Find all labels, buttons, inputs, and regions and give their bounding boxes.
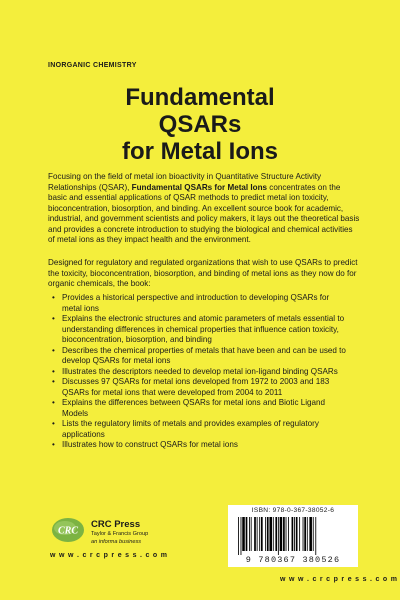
bullet-icon: • bbox=[52, 440, 55, 449]
barcode-bar bbox=[280, 517, 283, 551]
list-item bbox=[48, 367, 348, 378]
list-item bbox=[48, 398, 348, 419]
bullet-icon: • bbox=[52, 345, 55, 355]
list-item-text: Discusses 97 QSARs for metal ions developed from 1972 to 2003 and 183 QSARs for metal ions that were developed from 2004 to 2011 bbox=[62, 377, 330, 397]
list-item-text: Illustrates how to construct QSARs for metal ions bbox=[62, 440, 238, 449]
crc-logo-icon bbox=[51, 517, 85, 543]
intro-text-before: Focusing on the field of metal ion bioactivity in Quantitative Structure Activity Relationships (QSAR), bbox=[48, 172, 322, 192]
isbn-label: ISBN: 978-0-367-38052-6 bbox=[251, 507, 335, 514]
barcode-bar bbox=[246, 517, 248, 551]
bullet-icon: • bbox=[52, 419, 55, 428]
barcode-bar bbox=[242, 517, 245, 551]
barcode-bar bbox=[257, 517, 258, 551]
book-title bbox=[0, 84, 400, 165]
list-item-text: Explains the differences between QSARs for metal ions and Biotic Ligand Models bbox=[62, 398, 326, 418]
barcode-bar bbox=[283, 517, 285, 551]
barcode-bar bbox=[267, 517, 269, 551]
feature-list bbox=[48, 293, 348, 451]
title-line-2: QSARs bbox=[158, 111, 242, 138]
bullet-icon: • bbox=[52, 293, 55, 302]
barcode-bar bbox=[275, 517, 277, 551]
barcode-bar bbox=[296, 517, 298, 551]
barcode-bar bbox=[286, 517, 287, 551]
list-item-text: Explains the electronic structures and atomic parameters of metals essential to understanding differences in chemical properties that influence cation toxicity, bioconcentration, biosorption, and binding bbox=[62, 314, 345, 344]
barcode-bar bbox=[269, 517, 272, 551]
publisher-url: w w w . c r c p r e s s . c o m bbox=[50, 552, 168, 559]
barcode-bar bbox=[238, 517, 239, 555]
intro-paragraph bbox=[48, 172, 360, 246]
barcode-bar bbox=[288, 517, 289, 551]
list-item-text: Illustrates the descriptors needed to develop metal ion-ligand binding QSARs bbox=[62, 366, 338, 376]
barcode-digits: 9 780367 380526 bbox=[245, 555, 341, 565]
barcode-bar bbox=[315, 517, 316, 555]
barcode-bar bbox=[278, 517, 279, 555]
barcode-bar bbox=[261, 517, 263, 551]
list-item bbox=[48, 419, 348, 440]
barcode-bar bbox=[294, 517, 295, 551]
list-item bbox=[48, 293, 348, 314]
barcode-bar bbox=[273, 517, 274, 551]
barcode-bar bbox=[292, 517, 294, 551]
barcode-bar bbox=[307, 517, 308, 551]
title-line-3: for Metal Ions bbox=[121, 138, 278, 165]
barcode-bar bbox=[254, 517, 256, 551]
list-item bbox=[48, 377, 348, 398]
bullet-icon: • bbox=[52, 366, 55, 376]
list-item bbox=[48, 440, 348, 451]
barcode-bar bbox=[251, 517, 252, 551]
category-label: INORGANIC CHEMISTRY bbox=[48, 62, 137, 69]
barcode-bar bbox=[299, 517, 300, 551]
list-item bbox=[48, 346, 348, 367]
designed-paragraph: Designed for regulatory and regulated organizations that wish to use QSARs to predict the toxicity, bioconcentration, biosorption, and binding of metal ions as they now do for organic chemicals, the book: bbox=[48, 258, 358, 288]
intro-text-after: concentrates on the basic and essential applications of QSAR methods to predict metal ion toxicity, bioconcentration, biosorption, and binding. An excellent source book for academic, industrial, and government scientists and policy makers, it lays out the theoretical basis and provides a concrete introduction to studying the biological and chemical activities of metal ions as they impact health and the environment. bbox=[48, 182, 360, 244]
barcode-bar bbox=[249, 517, 250, 551]
list-item-text: Provides a historical perspective and introduction to developing QSARs for metal ions bbox=[62, 293, 330, 313]
barcode-bar bbox=[313, 517, 314, 551]
publisher-name: CRC Press bbox=[91, 519, 141, 530]
list-item-text: Describes the chemical properties of metals that have been and can be used to develop QSARs for metal ions bbox=[62, 345, 346, 365]
barcode-bar bbox=[265, 517, 266, 551]
logo-text: CRC bbox=[57, 525, 79, 537]
publisher-tagline: an informa business bbox=[91, 539, 142, 545]
barcode-bar bbox=[241, 517, 242, 555]
barcode-bar bbox=[259, 517, 260, 551]
list-item bbox=[48, 314, 348, 346]
barcode-bar bbox=[309, 517, 312, 551]
title-line-1: Fundamental bbox=[125, 84, 275, 111]
intro-book-title: Fundamental QSARs for Metal Ions bbox=[131, 182, 268, 192]
footer-url: w w w . c r c p r e s s . c o m bbox=[280, 576, 398, 583]
barcode-bar bbox=[303, 517, 304, 551]
barcode-panel bbox=[228, 505, 358, 567]
bullet-icon: • bbox=[52, 377, 55, 386]
list-item-text: Lists the regulatory limits of metals and provides examples of regulatory applications bbox=[62, 419, 319, 439]
publisher-group: Taylor & Francis Group bbox=[91, 531, 149, 537]
bullet-icon: • bbox=[52, 398, 55, 407]
barcode-bar bbox=[304, 517, 306, 551]
bullet-icon: • bbox=[52, 314, 55, 323]
barcode-image bbox=[236, 517, 350, 555]
